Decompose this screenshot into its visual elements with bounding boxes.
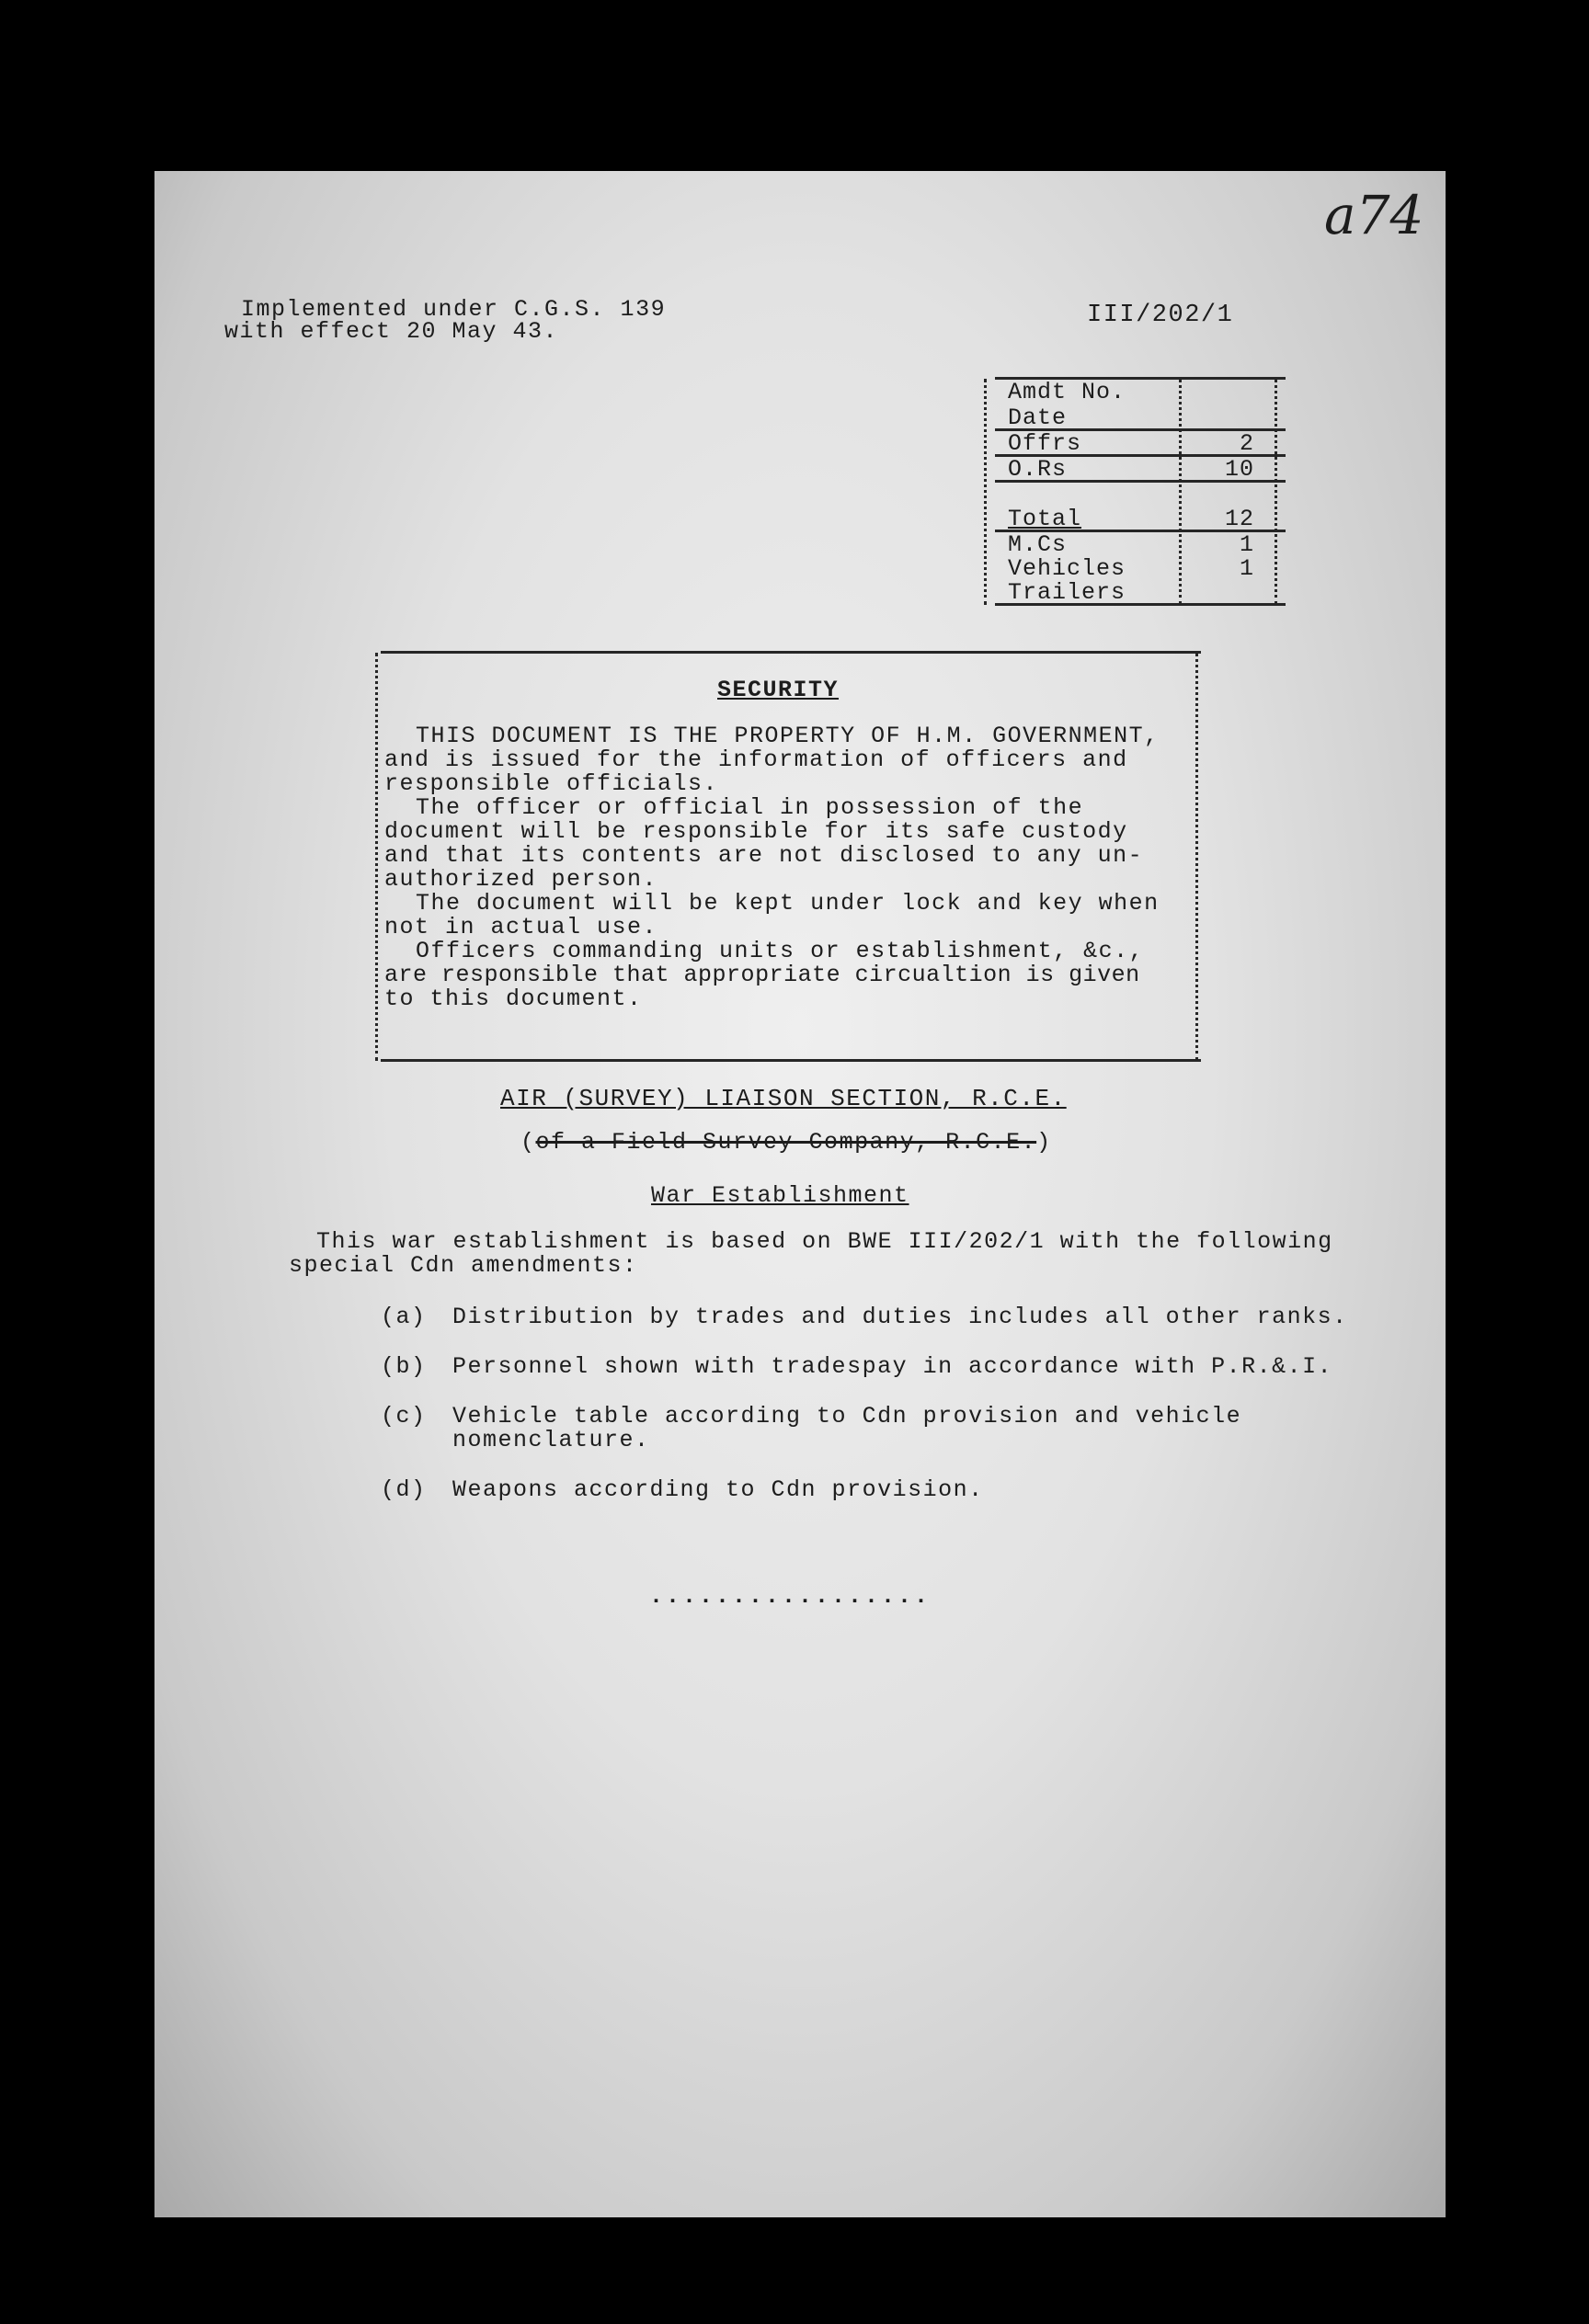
security-box-left [375, 653, 381, 1061]
table-row [982, 480, 1286, 505]
security-line: authorized person. [384, 866, 658, 893]
security-line: document will be responsible for its safe custody [384, 818, 1128, 845]
struck-subtitle [520, 1129, 1052, 1156]
table-row [982, 379, 1286, 404]
table-label: Vehicles [1008, 555, 1126, 582]
table-row [982, 430, 1286, 455]
amendment-table [982, 375, 1286, 605]
security-line: not in actual use. [384, 914, 658, 940]
table-row [982, 506, 1286, 530]
table-row [982, 555, 1286, 580]
security-line: The officer or official in possession of the [416, 794, 1084, 821]
list-item-text: Weapons according to Cdn provision. [452, 1476, 984, 1503]
table-row [982, 404, 1286, 429]
security-line: The document will be kept under lock and key when [416, 890, 1160, 917]
implemented-line-2: with effect 20 May 43. [224, 318, 559, 345]
list-item-text: Personnel shown with tradespay in accordance with P.R.&.I. [452, 1353, 1333, 1380]
table-value: 1 [1239, 531, 1254, 558]
table-label: M.Cs [1008, 531, 1068, 558]
table-row [982, 579, 1286, 604]
subtitle-open-paren: ( [520, 1129, 536, 1156]
table-label: O.Rs [1008, 456, 1068, 483]
subtitle-close-paren: ) [1036, 1129, 1052, 1156]
security-line: and that its contents are not disclosed to any un- [384, 842, 1144, 869]
end-dots-separator: ................. [649, 1583, 932, 1610]
list-item-text: Vehicle table according to Cdn provision and vehicle [452, 1403, 1242, 1430]
table-value: 2 [1239, 430, 1254, 457]
table-label: Date [1008, 404, 1068, 431]
table-label: Total [1008, 506, 1082, 532]
page-number: a74 [1324, 184, 1424, 246]
table-label: Offrs [1008, 430, 1082, 457]
list-item-text: Distribution by trades and duties includes all other ranks. [452, 1304, 1348, 1330]
table-row [982, 531, 1286, 556]
list-item-text-continued: nomenclature. [452, 1427, 650, 1453]
security-line: THIS DOCUMENT IS THE PROPERTY OF H.M. GOVERNMENT, [416, 723, 1160, 749]
list-item-label: (d) [381, 1476, 427, 1503]
table-row [982, 456, 1286, 481]
security-line: are responsible that appropriate circualtion is given [384, 962, 1140, 988]
security-box-bottom [381, 1059, 1201, 1062]
security-line: Officers commanding units or establishment, &c., [416, 938, 1145, 964]
intro-line-1: This war establishment is based on BWE III/202/1 with the following [316, 1228, 1333, 1255]
security-line: responsible officials. [384, 770, 719, 797]
document-reference: III/202/1 [1087, 302, 1234, 329]
document-title: AIR (SURVEY) LIAISON SECTION, R.C.E. [500, 1085, 1067, 1112]
list-item-label: (c) [381, 1403, 427, 1430]
section-heading: War Establishment [651, 1182, 909, 1209]
table-label: Amdt No. [1008, 379, 1126, 405]
security-heading: SECURITY [717, 677, 840, 703]
struck-subtitle-text: of a Field Survey Company, R.C.E. [535, 1129, 1037, 1156]
list-item-label: (a) [381, 1304, 427, 1330]
intro-line-2: special Cdn amendments: [289, 1252, 638, 1279]
list-item-label: (b) [381, 1353, 427, 1380]
table-value: 12 [1224, 506, 1254, 532]
security-box-top [381, 651, 1201, 654]
table-value: 10 [1224, 456, 1254, 483]
security-line: and is issued for the information of officers and [384, 746, 1128, 773]
table-value: 1 [1239, 555, 1254, 582]
implemented-line-1: Implemented under C.G.S. 139 [241, 296, 667, 323]
table-label: Trailers [1008, 579, 1126, 606]
security-line: to this document. [384, 985, 643, 1012]
security-box-right [1195, 653, 1201, 1061]
